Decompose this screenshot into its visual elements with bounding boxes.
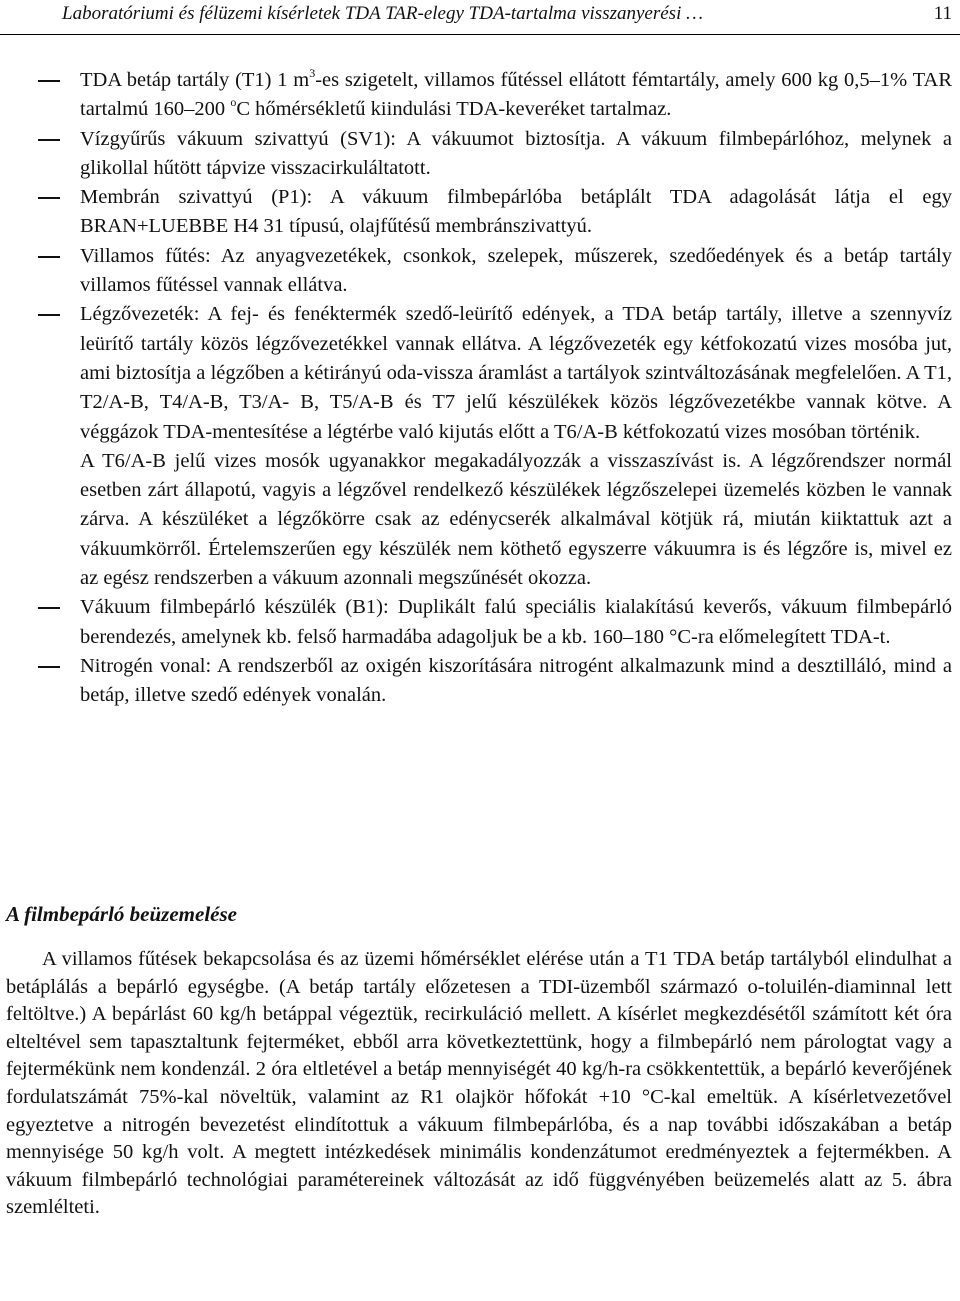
section-heading: A filmbepárló beüzemelése bbox=[6, 902, 237, 926]
list-item-text: Membrán szivattyú (P1): A vákuum filmbepárlóba betáplált TDA adagolását látja el egy BRAN+LUEBBE H4 31 típusú, olajfűtésű membránszivattyú. bbox=[80, 186, 952, 238]
superscript: o bbox=[230, 95, 237, 110]
list-item bbox=[0, 242, 960, 301]
section-body-paragraph: A villamos fűtések bekapcsolása és az üzemi hőmérséklet elérése után a T1 TDA betáp tartályból elindulhat a betáplálás a bepárló egységbe. (A betáp tartály előzetesen a TDI-üzemből származó o-toluilén-diaminnal lett feltöltve.) A bepárlást 60 kg/h betáppal végeztük, recirkuláció mellett. A kísérlet megkezdésétől számított két óra elteltével sem tapasztaltunk fejterméket, ebből arra következtettünk, hogy a filmbepárló nem párologtat vagy a fejtermékünk nem kondenzál. 2 óra eltletével a betáp mennyiségét 40 kg/h-ra csökkentettük, a bepárló keverőjének fordulatszámát 75%-kal növeltük, valamint az R1 olajkör hőfokát +10 °C-kal emeltük. A kísérletvezetővel egyeztetve a nitrogén bevezetést elindítottuk a vákuum filmbepárlóba, és a nap további időszakában a betáp mennyisége 50 kg/h volt. A megtett intézkedések minimális kondenzátumot eredményeztek a fejtermékben. A vákuum filmbepárló technológiai paramétereinek változását az idő függvényében beüzemelés alatt az 5. ábra szemlélteti. bbox=[6, 948, 952, 1219]
dash-bullet-icon bbox=[38, 314, 60, 316]
dash-bullet-icon bbox=[38, 607, 60, 609]
text-segment: TDA betáp tartály (T1) 1 m bbox=[80, 69, 310, 91]
list-item-continuation-text: A T6/A-B jelű vizes mosók ugyanakkor megakadályozzák a visszaszívást is. A légzőrendszer normál esetben zárt állapotú, vagyis a légzővel rendelkező készülékek légzőszelepei üzemelés közben le vannak zárva. A készüléket a légzőkörre csak az edénycserék alkalmával kötjük rá, miután kiiktattuk azt a vákuumkörről. Értelemszerűen egy készülék nem köthető egyszerre vákuumra is és légzőre is, mivel ez az egész rendszerben a vákuum azonnali megszűnését okozza. bbox=[80, 449, 952, 590]
equipment-list bbox=[0, 66, 960, 711]
list-item bbox=[0, 300, 960, 593]
list-item-text: Légzővezeték: A fej- és fenéktermék szedő-leürítő edények, a TDA betáp tartály, illetve a szennyvíz leürítő tartály közös légzővezetékkel vannak ellátva. A légzővezeték egy kétfokozatú vizes mosóba jut, ami biztosítja a légzőben a kétirányú oda-vissza áramlást a tartályok szintváltozásának megfelelően. A T1, T2/A-B, T4/A-B, T3/A- B, T5/A-B és T7 jelű készülékek közös légzővezetékbe vannak kötve. A véggázok TDA-mentesítése a légtérbe való kijutás előtt a T6/A-B kétfokozatú vizes mosóban történik. bbox=[80, 303, 952, 443]
text-segment: C hőmérsékletű kiindulási TDA-keveréket tartalmaz. bbox=[236, 98, 672, 121]
dash-bullet-icon bbox=[38, 256, 60, 258]
dash-bullet-icon bbox=[38, 666, 60, 668]
page-number: 11 bbox=[933, 3, 952, 24]
text-segment: -es szigetelt, villamos fűtéssel ellátott fémtartály, amely 600 kg 0,5–1% TAR tartalmú 160–200 bbox=[80, 69, 952, 121]
list-item bbox=[0, 183, 960, 242]
page-header bbox=[0, 0, 960, 35]
list-item-text: Vízgyűrűs vákuum szivattyú (SV1): A vákuumot biztosítja. A vákuum filmbepárlóhoz, melynek a glikollal hűtött tápvize visszacirkuláltatott. bbox=[80, 127, 952, 179]
list-item bbox=[0, 652, 960, 711]
dash-bullet-icon bbox=[38, 197, 60, 199]
dash-bullet-icon bbox=[38, 80, 60, 82]
list-item bbox=[0, 125, 960, 184]
superscript: 3 bbox=[309, 66, 316, 81]
list-item-text bbox=[80, 66, 952, 125]
list-item-text: Vákuum filmbepárló készülék (B1): Duplikált falú speciális kialakítású keverős, vákuum filmbepárló berendezés, amelynek kb. felső harmadába adagoljuk be a kb. 160–180 °C-ra előmelegített TDA-t. bbox=[80, 596, 952, 648]
dash-bullet-icon bbox=[38, 139, 60, 141]
list-item-text: Nitrogén vonal: A rendszerből az oxigén kiszorítására nitrogént alkalmazunk mind a desztilláló, mind a betáp, illetve szedő edények vonalán. bbox=[80, 654, 952, 707]
running-header-title: Laboratóriumi és félüzemi kísérletek TDA TAR-elegy TDA-tartalma visszanyerési … bbox=[62, 3, 703, 24]
list-item bbox=[0, 66, 960, 125]
list-item-text: Villamos fűtés: Az anyagvezetékek, csonkok, szelepek, műszerek, szedőedények és a betáp tartály villamos fűtéssel vannak ellátva. bbox=[80, 244, 952, 297]
list-item bbox=[0, 593, 960, 652]
